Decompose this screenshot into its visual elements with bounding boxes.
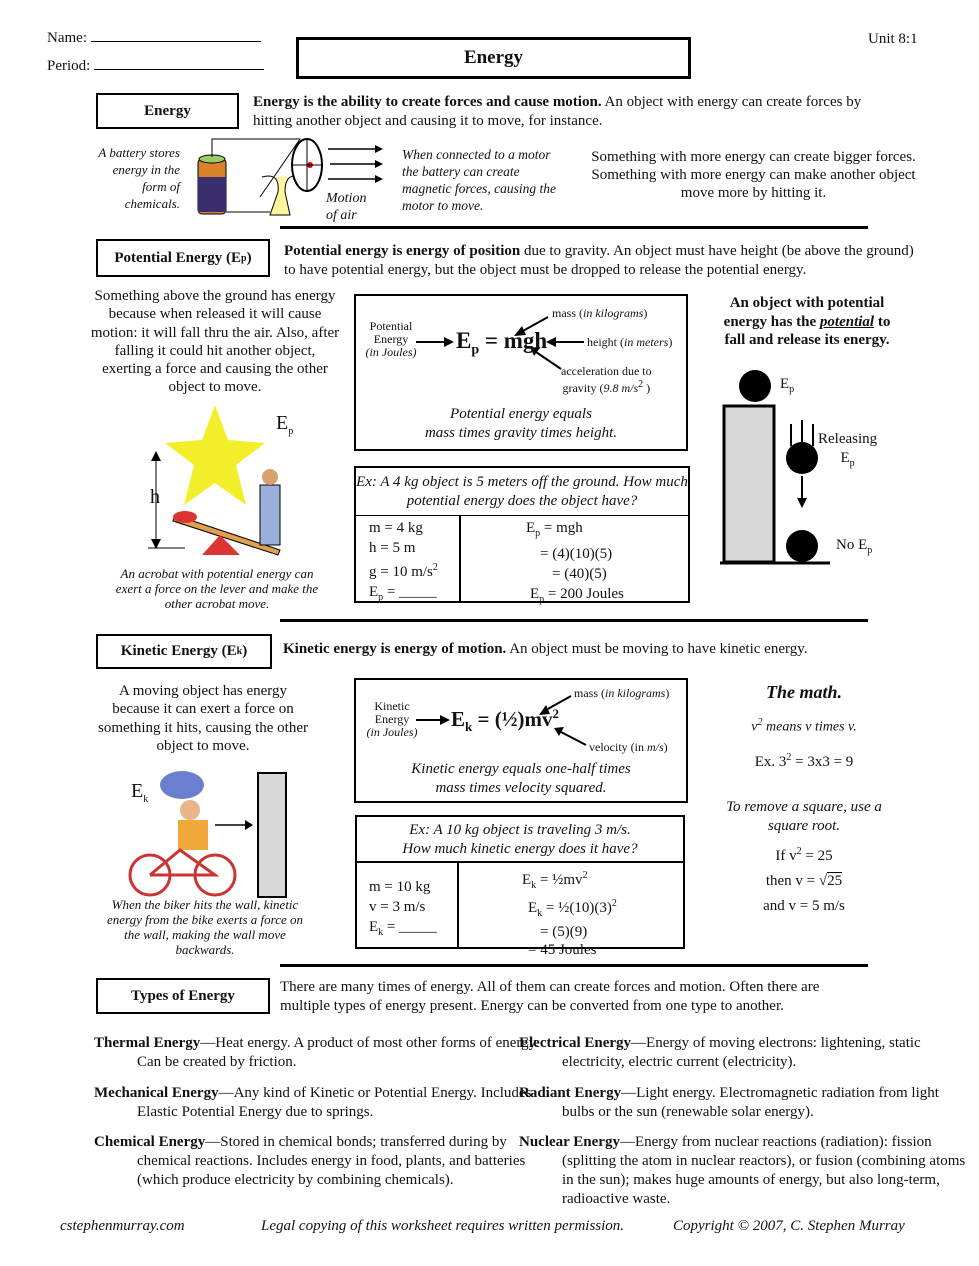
t: k [465,719,473,735]
t: To remove a square, use a square root. [726,798,882,834]
eq-sub: p [471,342,480,358]
t: mass ( [574,686,605,700]
divider [280,619,868,622]
mass-label: mass (in kilograms) [574,686,670,700]
math-column: The math. $v^2$ means v times v. Ex. $3^2 = 3x3 = 9$ To remove a square, use a square root. If $v^2 = 25$ then v = √25 and v = 5 m/s [714,682,894,915]
energy-definition: Energy is the ability to create forces and cause motion. [253,94,602,110]
pe-equation [456,328,547,359]
t: mass times gravity times height. [424,425,618,441]
t: = (½)mv [472,707,553,731]
battery-icon [198,155,226,214]
math-title: The math. [765,682,842,702]
t: potential [819,313,875,330]
type-electrical [519,1034,962,1072]
type-chemical [94,1133,542,1190]
type-nuclear [519,1133,967,1209]
height-label: h [150,486,160,508]
t: Mechanical Energy [94,1085,219,1101]
t: E [526,520,536,536]
t: Kinetic [374,699,410,713]
t: Ex. 3 [754,753,787,770]
t: Radiant Energy [519,1085,622,1101]
t: = ½mv [536,872,583,888]
energy-intro [253,93,863,131]
t: E [530,586,540,602]
t: E [131,780,144,802]
tower-no-ep: No $E_p$ [836,537,873,556]
t: 25 [827,872,843,889]
page-title: Energy [296,37,691,79]
t: E [451,707,466,731]
t: = 25 [801,847,833,864]
t: acceleration due to [561,364,652,378]
potential-formula-box [354,294,688,451]
more-energy-line2: Something with more energy can make another object move more by hitting it. [591,167,916,201]
t: = _____ [383,919,437,935]
type-mechanical [94,1084,552,1122]
t: = 3x3 = 9 [791,753,854,770]
t: An object must be moving to have kinetic energy. [506,641,808,657]
period-blank[interactable] [94,55,264,70]
t: mass times velocity squared. [435,780,607,796]
pe-label1: Potential [369,319,413,333]
kinetic-example-box [355,815,685,958]
t: then v = [765,872,819,889]
type-radiant [519,1084,962,1122]
t: m = 4 kg [369,520,423,536]
kinetic-intro [283,641,913,658]
ke-description [356,760,686,798]
eq-e: E [456,328,472,353]
t: v = 3 m/s [369,899,426,915]
kinetic-definition: Kinetic energy is energy of motion. [283,641,507,657]
section-label-energy: Energy [96,93,239,129]
more-energy-text [576,148,931,202]
t: = 200 Joules [544,586,624,602]
divider [280,226,868,229]
t: = _____ [383,584,437,600]
t: = ½(10)(3) [542,900,612,916]
t: Releasing [818,431,878,447]
helmet-icon [160,771,204,799]
eq-rest: = mgh [479,328,548,353]
t: —Light energy. Electromagnetic radiation from light bulbs or the sun (renewable solar energy). [562,1085,939,1120]
t: Chemical Energy [94,1134,206,1150]
t: —Energy from nuclear reactions (radiation): fission (splitting the atom in nuclear reactors), or fusion (combining atoms in the sun); makes huge amounts of energy, but also long-term, radioactive waste. [562,1134,966,1207]
t: —Stored in chemical bonds; transferred during by chemical reactions. Includes energy in food, plants, and batteries (which produce electricity by combining chemicals). [137,1134,526,1188]
kinetic-paragraph: A moving object has energy because it can exert a force on something it hits, causing the other object to move. [98,683,308,754]
t: An object with potential energy has the [723,295,885,330]
t: 9.8 m/s [603,381,639,395]
potential-intro [284,242,914,280]
types-intro: There are many times of energy. All of them can create forces and motion. Often there are multiple types of energy present. Energy can be converted from one type to another. [280,979,820,1014]
t: E [528,900,538,916]
t: means v times v. [762,719,857,735]
ball-falling [786,442,818,474]
footer-copyright: Copyright © 2007, C. Stephen Murray [673,1218,905,1234]
t: Nuclear Energy [519,1134,620,1150]
t: = (40)(5) [552,566,607,582]
velocity-label: velocity (in m/s) [589,740,668,754]
t: E [369,919,379,935]
t: If v [775,847,797,864]
t: Potential energy equals [450,406,592,422]
potential-side-text [712,294,902,350]
t: = 45 Joules [528,942,597,958]
ep-sub: p [288,426,294,437]
mass-label: mass (in kilograms) [552,306,648,320]
energy-intro-text: An object with energy can create forces by hitting another object and causing it to move, for instance. [253,94,862,129]
tower-illustration [720,368,830,568]
ke-givens: m = 10 kg v = 3 m/s $E_k$ = _____ [369,879,437,938]
height-def: height (in meters) [587,335,673,349]
t: E [369,584,379,600]
t: Thermal Energy [94,1035,201,1051]
pe-givens: m = 4 kg h = 5 m g = 10 $m/s^2$ $E_p$ = _____ [369,520,438,603]
t: g = 10 m/s [369,564,433,580]
t: in meters [624,335,669,349]
footer-legal: Legal copying of this worksheet requires written permission. [261,1218,625,1234]
ke-work: $E_k$ = $\frac{1}{2}mv^2$ $E_k$ = $\frac{1}{2}(10)(3)^2$ = (5)(9) = 45 Joules [522,870,617,958]
t: k [143,794,149,805]
t: —Heat energy. A product of most other forms of energy. Can be created by friction. [137,1035,539,1070]
section-label-potential [96,239,270,277]
t: —Energy of moving electrons: lightening, static electricity, electric current (electricity). [562,1035,921,1070]
t: (in Joules) [366,725,418,739]
period-field[interactable] [47,55,264,75]
t: No E [836,537,868,553]
more-energy-line1: Something with more energy can create bigger forces. [591,149,916,165]
potential-definition: Potential energy is energy of position [284,243,521,259]
t: m = 10 kg [369,879,431,895]
t: = (4)(10)(5) [540,546,613,562]
type-thermal [94,1034,552,1072]
battery-caption: A battery stores energy in the form of chemicals. [98,145,180,211]
t: height ( [587,335,624,349]
t: How much kinetic energy does it have? [402,841,638,857]
ke-equation: $E_k$ = $(\frac{1}{2})mv^2$ [451,706,559,735]
divider [280,964,868,967]
t: and v = 5 m/s [763,897,845,914]
t: Kinetic energy equals one-half times [411,761,631,777]
ep-label [276,412,293,437]
pe-work: $E_p$ = mgh = (4)(10)(5) = (40)(5) $E_p = 200$ Joules [526,520,624,605]
pe-example-question: Ex: A 4 kg object is 5 meters off the ground. How much potential energy does the object have? [356,474,688,509]
t: in kilograms [583,306,644,320]
t: m/s [646,740,664,754]
potential-paragraph: Something above the ground has energy because when released it will cause motion: it will fall thru the air. Also, after falling it could hit another object, exerting a force and causing the other object to move. [90,288,340,396]
t: —Any kind of Kinetic or Potential Energy. Includes Elastic Potential Energy due to springs. [137,1085,532,1120]
biker-caption: When the biker hits the wall, kinetic energy from the bike exerts a force on the wall, making the wall move backwards. [106,897,303,957]
air-arrows [328,149,375,179]
t: ) [242,643,248,659]
kinetic-formula-box [354,678,688,803]
star-icon [165,405,265,505]
unit-label: Unit 8:1 [868,31,918,47]
section-label-types: Types of Energy [96,978,270,1014]
t: Energy [374,712,410,726]
motion-caption: Motion of air [326,191,367,223]
section-label-kinetic [96,634,272,669]
label-sub: p [241,252,247,264]
biker-illustration [120,765,295,900]
t: Kinetic Energy (E [120,643,237,659]
t: E [522,872,532,888]
accel-label: acceleration due to gravity (9.8 $m/s^2$ ) [561,364,652,395]
label-text: Potential Energy (E [114,249,242,266]
t: Electrical Energy [519,1035,632,1051]
name-blank[interactable] [91,27,261,42]
t: k [236,646,243,657]
t: mass ( [552,306,583,320]
ep-text: E [276,412,289,434]
pe-label3: (in Joules) [365,345,417,359]
acrobat-caption: An acrobat with potential energy can exert a force on the lever and make the other acrobat move. [115,566,319,611]
t: velocity (in [589,740,647,754]
footer-site: cstephenmurray.com [60,1218,185,1234]
potential-intro-text: due to gravity. An object must have height (be above the ground) to have potential energy, but the object must be dropped to release the potential energy. [284,243,914,278]
name-field[interactable] [47,27,261,47]
t: v [751,719,758,735]
tower-releasing: Releasing $E_p$ [818,431,878,469]
pe-label2: Energy [373,332,409,346]
name-label: Name: [47,30,87,46]
t: in kilograms [605,686,666,700]
t: gravity ( [562,381,604,395]
t: = mgh [540,520,583,536]
t: E [780,376,790,392]
label-end: ) [246,249,252,266]
wall [258,773,286,897]
motor-caption: When connected to a motor the battery can create magnetic forces, causing the motor to move. [402,147,556,213]
potential-example-box [354,466,690,603]
t: to fall and release its energy. [724,313,891,348]
t: h = 5 m [369,540,416,556]
ball-top [739,370,771,402]
pe-description [356,405,686,443]
t: = (5)(9) [540,924,588,940]
period-label: Period: [47,58,91,74]
ball-ground [786,530,818,562]
t: Ex: A 10 kg object is traveling 3 m/s. [409,822,631,838]
tower-ep: $E_p$ [780,376,795,395]
ke-example-question [357,821,683,859]
